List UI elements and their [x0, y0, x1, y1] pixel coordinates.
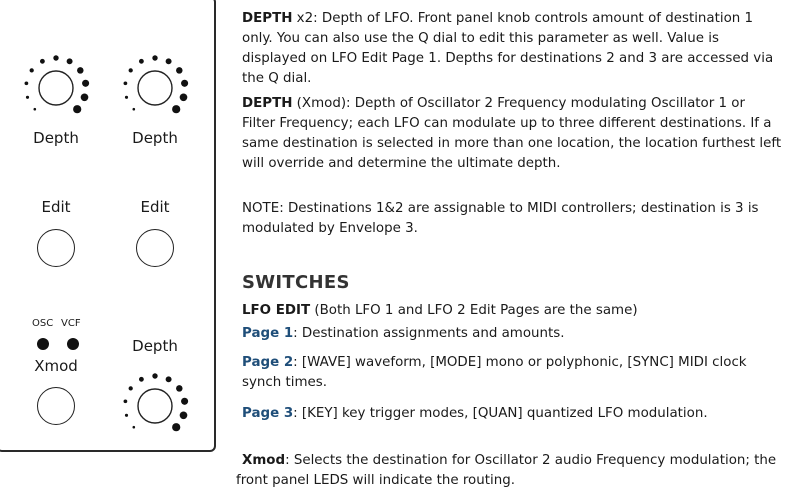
knob-scale-dot [25, 81, 29, 85]
page1-term: Page 1 [242, 326, 294, 341]
knob-scale-dot [124, 399, 128, 403]
knob-scale-dot [73, 105, 81, 113]
page3-description: : [KEY] key trigger modes, [QUAN] quantized LFO modulation. [293, 406, 708, 421]
knob-scale-dot [129, 386, 133, 390]
xmod-button[interactable] [37, 387, 75, 425]
knob-scale-dot [181, 398, 188, 405]
knob-scale-dot [139, 59, 144, 64]
knob-scale-dot [181, 80, 188, 87]
depth-label-3: Depth [132, 337, 178, 355]
xmod-description: : Selects the destination for Oscillator 2 audio Frequency modulation; the front panel LEDS will indicate the routing. [236, 453, 777, 488]
edit-button-2[interactable] [136, 229, 174, 267]
knob-scale-dot [180, 411, 188, 419]
vcf-led-label: VCF [61, 318, 81, 329]
xmod-paragraph [236, 451, 784, 491]
depth-xmod-paragraph [242, 94, 782, 174]
switches-heading: SWITCHES [242, 272, 350, 293]
knob-scale-dot [133, 108, 136, 111]
knob-scale-dot [176, 385, 183, 392]
knob-scale-dot [180, 93, 188, 101]
knob-scale-dot [166, 58, 172, 64]
knob-scale-dot [176, 67, 183, 74]
knob-scale-dot [125, 414, 128, 417]
knob-scale-dot [40, 59, 45, 64]
knob-scale-dot [30, 68, 34, 72]
knob-scale-dot [34, 108, 37, 111]
osc-led-label: OSC [32, 318, 54, 329]
lfo-edit-paragraph [242, 301, 782, 321]
page2-term: Page 2 [242, 355, 294, 370]
depth-knob-2[interactable] [110, 43, 200, 133]
knob-scale-dot [53, 55, 58, 60]
page3-paragraph [242, 404, 782, 424]
knob-scale-dot [124, 81, 128, 85]
knob-scale-dot [152, 373, 157, 378]
depth-label-2: Depth [132, 129, 178, 147]
knob-scale-dot [81, 93, 89, 101]
lfo-edit-description: (Both LFO 1 and LFO 2 Edit Pages are the same) [310, 303, 638, 318]
knob-scale-dot [77, 67, 84, 74]
note-paragraph: NOTE: Destinations 1&2 are assignable to MIDI controllers; destination is 3 is modulated by Envelope 3. [242, 201, 759, 236]
knob-scale-dot [172, 423, 180, 431]
osc-led [37, 338, 49, 350]
xmod-term: Xmod [242, 453, 286, 468]
xmod-depth-knob[interactable] [110, 361, 200, 451]
depth-description: x2: Depth of LFO. Front panel knob controls amount of destination 1 only. You can also use the Q dial to edit this parameter as well. Value is displayed on LFO Edit Page 1. Depths for destinations 2 and 3 are accessed via the Q dial. [242, 11, 774, 86]
vcf-led [67, 338, 79, 350]
knob-scale-dot [129, 68, 133, 72]
page2-description: : [WAVE] waveform, [MODE] mono or polyphonic, [SYNC] MIDI clock synch times. [242, 355, 747, 390]
page2-paragraph [242, 353, 782, 393]
knob-cap [138, 71, 172, 105]
page3-term: Page 3 [242, 406, 294, 421]
knob-scale-dot [125, 96, 128, 99]
depth-xmod-description: (Xmod): Depth of Oscillator 2 Frequency modulating Oscillator 1 or Filter Frequency; each LFO can modulate up to three different destinations. If a same destination is selected in more than one location, the location furthest left will override and determine the ultimate depth. [242, 96, 782, 171]
depth-knob-1[interactable] [11, 43, 101, 133]
xmod-label: Xmod [34, 357, 78, 375]
knob-scale-dot [172, 105, 180, 113]
page1-paragraph [242, 324, 782, 344]
depth-xmod-term: DEPTH [242, 96, 293, 111]
knob-scale-dot [133, 426, 136, 429]
knob-scale-dot [67, 58, 73, 64]
edit-label-2: Edit [140, 198, 170, 216]
depth-label-1: Depth [33, 129, 79, 147]
depth-paragraph [242, 9, 782, 89]
knob-cap [39, 71, 73, 105]
knob-scale-dot [166, 376, 172, 382]
knob-scale-dot [152, 55, 157, 60]
knob-scale-dot [26, 96, 29, 99]
page1-description: : Destination assignments and amounts. [293, 326, 565, 341]
edit-button-1[interactable] [37, 229, 75, 267]
depth-term: DEPTH [242, 11, 293, 26]
knob-scale-dot [139, 377, 144, 382]
knob-cap [138, 389, 172, 423]
edit-label-1: Edit [41, 198, 71, 216]
knob-scale-dot [82, 80, 89, 87]
lfo-edit-term: LFO EDIT [242, 303, 311, 318]
